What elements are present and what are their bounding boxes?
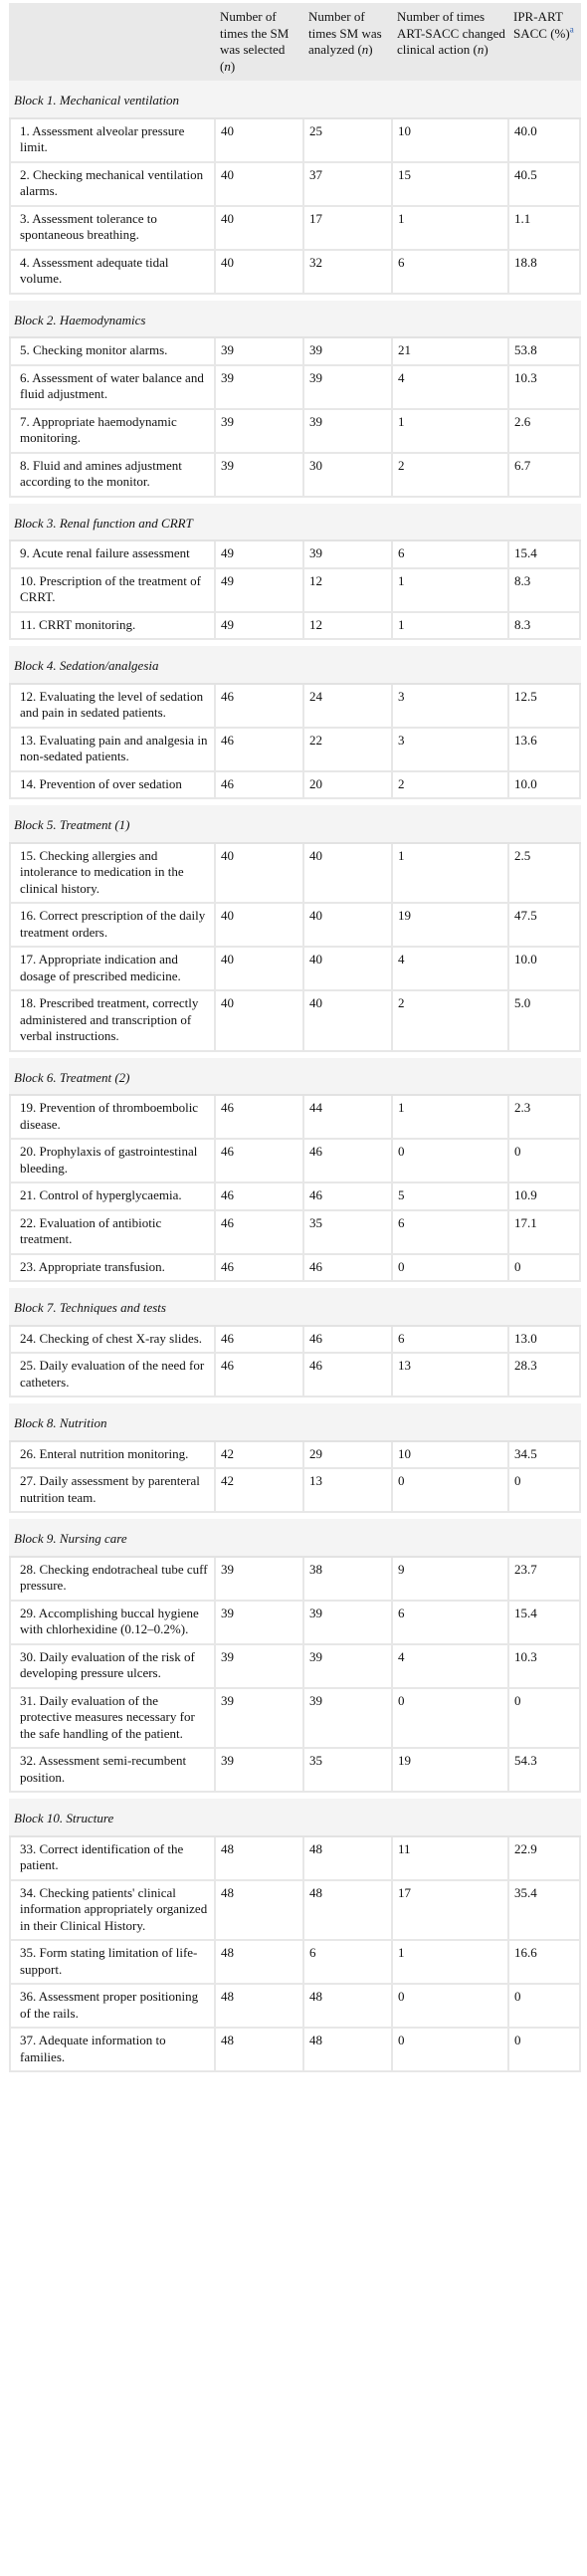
cell-times-selected: 40	[216, 207, 304, 251]
cell-times-selected: 48	[216, 2029, 304, 2072]
cell-times-selected: 40	[216, 948, 304, 991]
cell-times-changed: 1	[393, 207, 509, 251]
cell-item: 26. Enteral nutrition monitoring.	[9, 1442, 216, 1470]
cell-item: 23. Appropriate transfusion.	[9, 1255, 216, 1283]
cell-item: 5. Checking monitor alarms.	[9, 338, 216, 366]
cell-times-selected: 46	[216, 1096, 304, 1140]
cell-times-analyzed: 39	[304, 1689, 393, 1750]
cell-times-analyzed: 35	[304, 1211, 393, 1255]
cell-times-analyzed: 25	[304, 119, 393, 163]
cell-item: 6. Assessment of water balance and fluid adjustment.	[9, 366, 216, 410]
cell-item: 18. Prescribed treatment, correctly administered and transcription of verbal instructions.	[9, 991, 216, 1052]
cell-ipr: 22.9	[509, 1837, 581, 1881]
block-title: Block 9. Nursing care	[9, 1519, 581, 1558]
cell-times-selected: 46	[216, 685, 304, 729]
table-row	[9, 948, 581, 991]
cell-ipr: 10.9	[509, 1183, 581, 1211]
cell-times-analyzed: 6	[304, 1941, 393, 1985]
table-row	[9, 1985, 581, 2029]
cell-times-selected: 39	[216, 1689, 304, 1750]
table-row	[9, 569, 581, 613]
cell-times-selected: 40	[216, 251, 304, 295]
cell-ipr: 10.3	[509, 1645, 581, 1689]
cell-ipr: 0	[509, 2029, 581, 2072]
table-row	[9, 207, 581, 251]
cell-times-changed: 0	[393, 1255, 509, 1283]
cell-item: 22. Evaluation of antibiotic treatment.	[9, 1211, 216, 1255]
cell-ipr: 34.5	[509, 1442, 581, 1470]
cell-ipr: 53.8	[509, 338, 581, 366]
block-heading-row	[9, 805, 581, 844]
table-row	[9, 1689, 581, 1750]
cell-times-selected: 42	[216, 1442, 304, 1470]
table-row	[9, 251, 581, 295]
table-row	[9, 2029, 581, 2072]
table-row	[9, 410, 581, 454]
table-body	[9, 81, 581, 2072]
cell-item: 31. Daily evaluation of the protective measures necessary for the safe handling of the patient.	[9, 1689, 216, 1750]
cell-times-analyzed: 46	[304, 1140, 393, 1183]
cell-times-changed: 17	[393, 1881, 509, 1942]
cell-ipr: 10.3	[509, 366, 581, 410]
cell-times-analyzed: 40	[304, 844, 393, 905]
cell-times-selected: 39	[216, 454, 304, 498]
cell-times-changed: 10	[393, 1442, 509, 1470]
cell-times-changed: 21	[393, 338, 509, 366]
cell-times-selected: 46	[216, 1183, 304, 1211]
cell-times-selected: 46	[216, 1140, 304, 1183]
cell-ipr: 15.4	[509, 541, 581, 569]
table-row	[9, 1096, 581, 1140]
block-heading-row	[9, 301, 581, 339]
cell-times-analyzed: 39	[304, 338, 393, 366]
header-times-selected: Number of times the SM was selected (n)	[216, 3, 304, 81]
block-title: Block 5. Treatment (1)	[9, 805, 581, 844]
cell-times-selected: 39	[216, 338, 304, 366]
cell-times-analyzed: 12	[304, 569, 393, 613]
table-row	[9, 338, 581, 366]
cell-item: 32. Assessment semi-recumbent position.	[9, 1749, 216, 1793]
cell-times-selected: 40	[216, 904, 304, 948]
table-row	[9, 729, 581, 772]
cell-times-analyzed: 22	[304, 729, 393, 772]
cell-times-changed: 6	[393, 251, 509, 295]
cell-times-selected: 46	[216, 1327, 304, 1355]
cell-times-changed: 4	[393, 366, 509, 410]
table-row	[9, 1327, 581, 1355]
block-title: Block 1. Mechanical ventilation	[9, 81, 581, 119]
table-row	[9, 772, 581, 800]
results-table	[9, 3, 581, 2072]
cell-ipr: 1.1	[509, 207, 581, 251]
header-row	[9, 3, 581, 81]
cell-ipr: 0	[509, 1985, 581, 2029]
cell-ipr: 5.0	[509, 991, 581, 1052]
cell-times-changed: 1	[393, 613, 509, 641]
table-row	[9, 119, 581, 163]
cell-times-selected: 46	[216, 729, 304, 772]
cell-times-analyzed: 46	[304, 1183, 393, 1211]
cell-times-analyzed: 12	[304, 613, 393, 641]
cell-times-selected: 49	[216, 613, 304, 641]
cell-times-selected: 42	[216, 1469, 304, 1513]
table-row	[9, 613, 581, 641]
cell-times-selected: 46	[216, 1211, 304, 1255]
table-row	[9, 1941, 581, 1985]
cell-times-changed: 6	[393, 1327, 509, 1355]
block-heading-row	[9, 81, 581, 119]
cell-item: 1. Assessment alveolar pressure limit.	[9, 119, 216, 163]
table-row	[9, 1645, 581, 1689]
cell-item: 17. Appropriate indication and dosage of prescribed medicine.	[9, 948, 216, 991]
table-row	[9, 1837, 581, 1881]
cell-times-selected: 40	[216, 163, 304, 207]
cell-times-analyzed: 46	[304, 1327, 393, 1355]
cell-item: 8. Fluid and amines adjustment according to the monitor.	[9, 454, 216, 498]
cell-times-analyzed: 40	[304, 991, 393, 1052]
cell-item: 9. Acute renal failure assessment	[9, 541, 216, 569]
cell-times-analyzed: 44	[304, 1096, 393, 1140]
cell-ipr: 47.5	[509, 904, 581, 948]
table-row	[9, 1442, 581, 1470]
cell-times-selected: 46	[216, 1354, 304, 1397]
cell-times-analyzed: 30	[304, 454, 393, 498]
block-title: Block 8. Nutrition	[9, 1403, 581, 1442]
cell-item: 15. Checking allergies and intolerance to medication in the clinical history.	[9, 844, 216, 905]
cell-times-changed: 0	[393, 1469, 509, 1513]
cell-item: 20. Prophylaxis of gastrointestinal bleeding.	[9, 1140, 216, 1183]
cell-ipr: 17.1	[509, 1211, 581, 1255]
cell-ipr: 0	[509, 1469, 581, 1513]
cell-item: 10. Prescription of the treatment of CRRT.	[9, 569, 216, 613]
cell-times-selected: 40	[216, 119, 304, 163]
cell-times-analyzed: 48	[304, 1985, 393, 2029]
cell-times-changed: 10	[393, 119, 509, 163]
cell-ipr: 13.0	[509, 1327, 581, 1355]
block-heading-row	[9, 1403, 581, 1442]
cell-ipr: 40.0	[509, 119, 581, 163]
block-heading-row	[9, 1519, 581, 1558]
block-title: Block 6. Treatment (2)	[9, 1058, 581, 1097]
table-row	[9, 1255, 581, 1283]
cell-item: 13. Evaluating pain and analgesia in non-sedated patients.	[9, 729, 216, 772]
cell-times-selected: 39	[216, 1558, 304, 1602]
table-row	[9, 844, 581, 905]
cell-times-analyzed: 39	[304, 541, 393, 569]
cell-ipr: 54.3	[509, 1749, 581, 1793]
cell-times-analyzed: 40	[304, 904, 393, 948]
cell-ipr: 2.5	[509, 844, 581, 905]
cell-item: 36. Assessment proper positioning of the rails.	[9, 1985, 216, 2029]
header-times-analyzed: Number of times SM was analyzed (n)	[304, 3, 393, 81]
cell-ipr: 10.0	[509, 948, 581, 991]
cell-times-selected: 39	[216, 366, 304, 410]
cell-ipr: 0	[509, 1255, 581, 1283]
table-row	[9, 1354, 581, 1397]
cell-times-changed: 1	[393, 844, 509, 905]
cell-times-analyzed: 37	[304, 163, 393, 207]
block-heading-row	[9, 1288, 581, 1327]
table-row	[9, 1211, 581, 1255]
cell-item: 11. CRRT monitoring.	[9, 613, 216, 641]
cell-times-selected: 48	[216, 1837, 304, 1881]
cell-item: 27. Daily assessment by parenteral nutrition team.	[9, 1469, 216, 1513]
table-row	[9, 991, 581, 1052]
cell-times-changed: 2	[393, 772, 509, 800]
cell-times-analyzed: 13	[304, 1469, 393, 1513]
block-title: Block 4. Sedation/analgesia	[9, 646, 581, 685]
table-row	[9, 904, 581, 948]
cell-times-selected: 48	[216, 1881, 304, 1942]
cell-times-analyzed: 29	[304, 1442, 393, 1470]
block-title: Block 3. Renal function and CRRT	[9, 504, 581, 542]
table-row	[9, 1183, 581, 1211]
table-row	[9, 366, 581, 410]
footnote-link[interactable]: a	[569, 24, 574, 35]
cell-ipr: 18.8	[509, 251, 581, 295]
table-row	[9, 1469, 581, 1513]
header-item	[9, 3, 216, 81]
cell-item: 16. Correct prescription of the daily treatment orders.	[9, 904, 216, 948]
cell-item: 21. Control of hyperglycaemia.	[9, 1183, 216, 1211]
cell-times-analyzed: 39	[304, 1602, 393, 1645]
cell-times-selected: 39	[216, 410, 304, 454]
cell-item: 34. Checking patients' clinical information appropriately organized in their Clinical History.	[9, 1881, 216, 1942]
block-heading-row	[9, 1799, 581, 1837]
cell-times-changed: 0	[393, 1689, 509, 1750]
cell-times-analyzed: 46	[304, 1255, 393, 1283]
cell-item: 14. Prevention of over sedation	[9, 772, 216, 800]
cell-ipr: 0	[509, 1140, 581, 1183]
cell-item: 4. Assessment adequate tidal volume.	[9, 251, 216, 295]
cell-times-changed: 1	[393, 569, 509, 613]
cell-times-analyzed: 39	[304, 366, 393, 410]
cell-ipr: 13.6	[509, 729, 581, 772]
cell-times-changed: 9	[393, 1558, 509, 1602]
cell-times-selected: 40	[216, 844, 304, 905]
cell-times-changed: 2	[393, 454, 509, 498]
table-header	[9, 3, 581, 81]
cell-times-analyzed: 24	[304, 685, 393, 729]
cell-times-selected: 39	[216, 1602, 304, 1645]
cell-ipr: 8.3	[509, 569, 581, 613]
block-heading-row	[9, 1058, 581, 1097]
cell-times-changed: 0	[393, 1140, 509, 1183]
cell-times-selected: 46	[216, 772, 304, 800]
block-heading-row	[9, 646, 581, 685]
cell-item: 35. Form stating limitation of life-support.	[9, 1941, 216, 1985]
cell-ipr: 10.0	[509, 772, 581, 800]
cell-times-changed: 1	[393, 1096, 509, 1140]
cell-ipr: 16.6	[509, 1941, 581, 1985]
cell-ipr: 2.3	[509, 1096, 581, 1140]
table-row	[9, 541, 581, 569]
cell-times-changed: 6	[393, 1602, 509, 1645]
cell-item: 3. Assessment tolerance to spontaneous breathing.	[9, 207, 216, 251]
cell-item: 37. Adequate information to families.	[9, 2029, 216, 2072]
cell-times-analyzed: 40	[304, 948, 393, 991]
cell-times-analyzed: 35	[304, 1749, 393, 1793]
block-title: Block 10. Structure	[9, 1799, 581, 1837]
cell-times-analyzed: 48	[304, 1837, 393, 1881]
cell-ipr: 40.5	[509, 163, 581, 207]
cell-times-changed: 0	[393, 2029, 509, 2072]
cell-ipr: 23.7	[509, 1558, 581, 1602]
table-row	[9, 454, 581, 498]
cell-ipr: 28.3	[509, 1354, 581, 1397]
cell-times-changed: 4	[393, 948, 509, 991]
cell-item: 33. Correct identification of the patient.	[9, 1837, 216, 1881]
cell-item: 2. Checking mechanical ventilation alarms.	[9, 163, 216, 207]
cell-times-analyzed: 48	[304, 1881, 393, 1942]
cell-times-analyzed: 20	[304, 772, 393, 800]
cell-item: 19. Prevention of thromboembolic disease.	[9, 1096, 216, 1140]
table-row	[9, 1602, 581, 1645]
table-row	[9, 1749, 581, 1793]
cell-times-analyzed: 17	[304, 207, 393, 251]
cell-times-changed: 11	[393, 1837, 509, 1881]
cell-times-selected: 46	[216, 1255, 304, 1283]
cell-times-analyzed: 32	[304, 251, 393, 295]
block-title: Block 2. Haemodynamics	[9, 301, 581, 339]
table-row	[9, 1881, 581, 1942]
cell-ipr: 0	[509, 1689, 581, 1750]
cell-item: 24. Checking of chest X-ray slides.	[9, 1327, 216, 1355]
cell-times-changed: 3	[393, 729, 509, 772]
cell-times-selected: 48	[216, 1941, 304, 1985]
table-row	[9, 1140, 581, 1183]
cell-item: 7. Appropriate haemodynamic monitoring.	[9, 410, 216, 454]
table-row	[9, 1558, 581, 1602]
cell-times-changed: 19	[393, 904, 509, 948]
cell-times-selected: 49	[216, 569, 304, 613]
cell-item: 25. Daily evaluation of the need for catheters.	[9, 1354, 216, 1397]
cell-times-selected: 39	[216, 1749, 304, 1793]
cell-times-changed: 1	[393, 1941, 509, 1985]
cell-times-changed: 3	[393, 685, 509, 729]
block-title: Block 7. Techniques and tests	[9, 1288, 581, 1327]
cell-ipr: 8.3	[509, 613, 581, 641]
cell-ipr: 12.5	[509, 685, 581, 729]
cell-item: 29. Accomplishing buccal hygiene with chlorhexidine (0.12–0.2%).	[9, 1602, 216, 1645]
cell-times-changed: 15	[393, 163, 509, 207]
cell-item: 12. Evaluating the level of sedation and pain in sedated patients.	[9, 685, 216, 729]
cell-ipr: 15.4	[509, 1602, 581, 1645]
cell-times-selected: 48	[216, 1985, 304, 2029]
cell-times-selected: 40	[216, 991, 304, 1052]
cell-ipr: 6.7	[509, 454, 581, 498]
cell-times-changed: 13	[393, 1354, 509, 1397]
cell-item: 30. Daily evaluation of the risk of developing pressure ulcers.	[9, 1645, 216, 1689]
block-heading-row	[9, 504, 581, 542]
cell-times-changed: 6	[393, 541, 509, 569]
cell-times-changed: 0	[393, 1985, 509, 2029]
cell-times-selected: 39	[216, 1645, 304, 1689]
cell-times-analyzed: 48	[304, 2029, 393, 2072]
cell-times-changed: 19	[393, 1749, 509, 1793]
cell-times-changed: 4	[393, 1645, 509, 1689]
cell-times-selected: 49	[216, 541, 304, 569]
header-ipr: IPR-ART SACC (%)$^a$	[509, 3, 581, 81]
header-times-changed: Number of times ART-SACC changed clinical action (n)	[393, 3, 509, 81]
cell-times-changed: 2	[393, 991, 509, 1052]
cell-times-changed: 6	[393, 1211, 509, 1255]
cell-ipr: 35.4	[509, 1881, 581, 1942]
cell-times-analyzed: 39	[304, 1645, 393, 1689]
table-row	[9, 685, 581, 729]
cell-times-changed: 5	[393, 1183, 509, 1211]
cell-times-changed: 1	[393, 410, 509, 454]
cell-times-analyzed: 38	[304, 1558, 393, 1602]
cell-times-analyzed: 46	[304, 1354, 393, 1397]
cell-item: 28. Checking endotracheal tube cuff pressure.	[9, 1558, 216, 1602]
table-row	[9, 163, 581, 207]
cell-ipr: 2.6	[509, 410, 581, 454]
cell-times-analyzed: 39	[304, 410, 393, 454]
